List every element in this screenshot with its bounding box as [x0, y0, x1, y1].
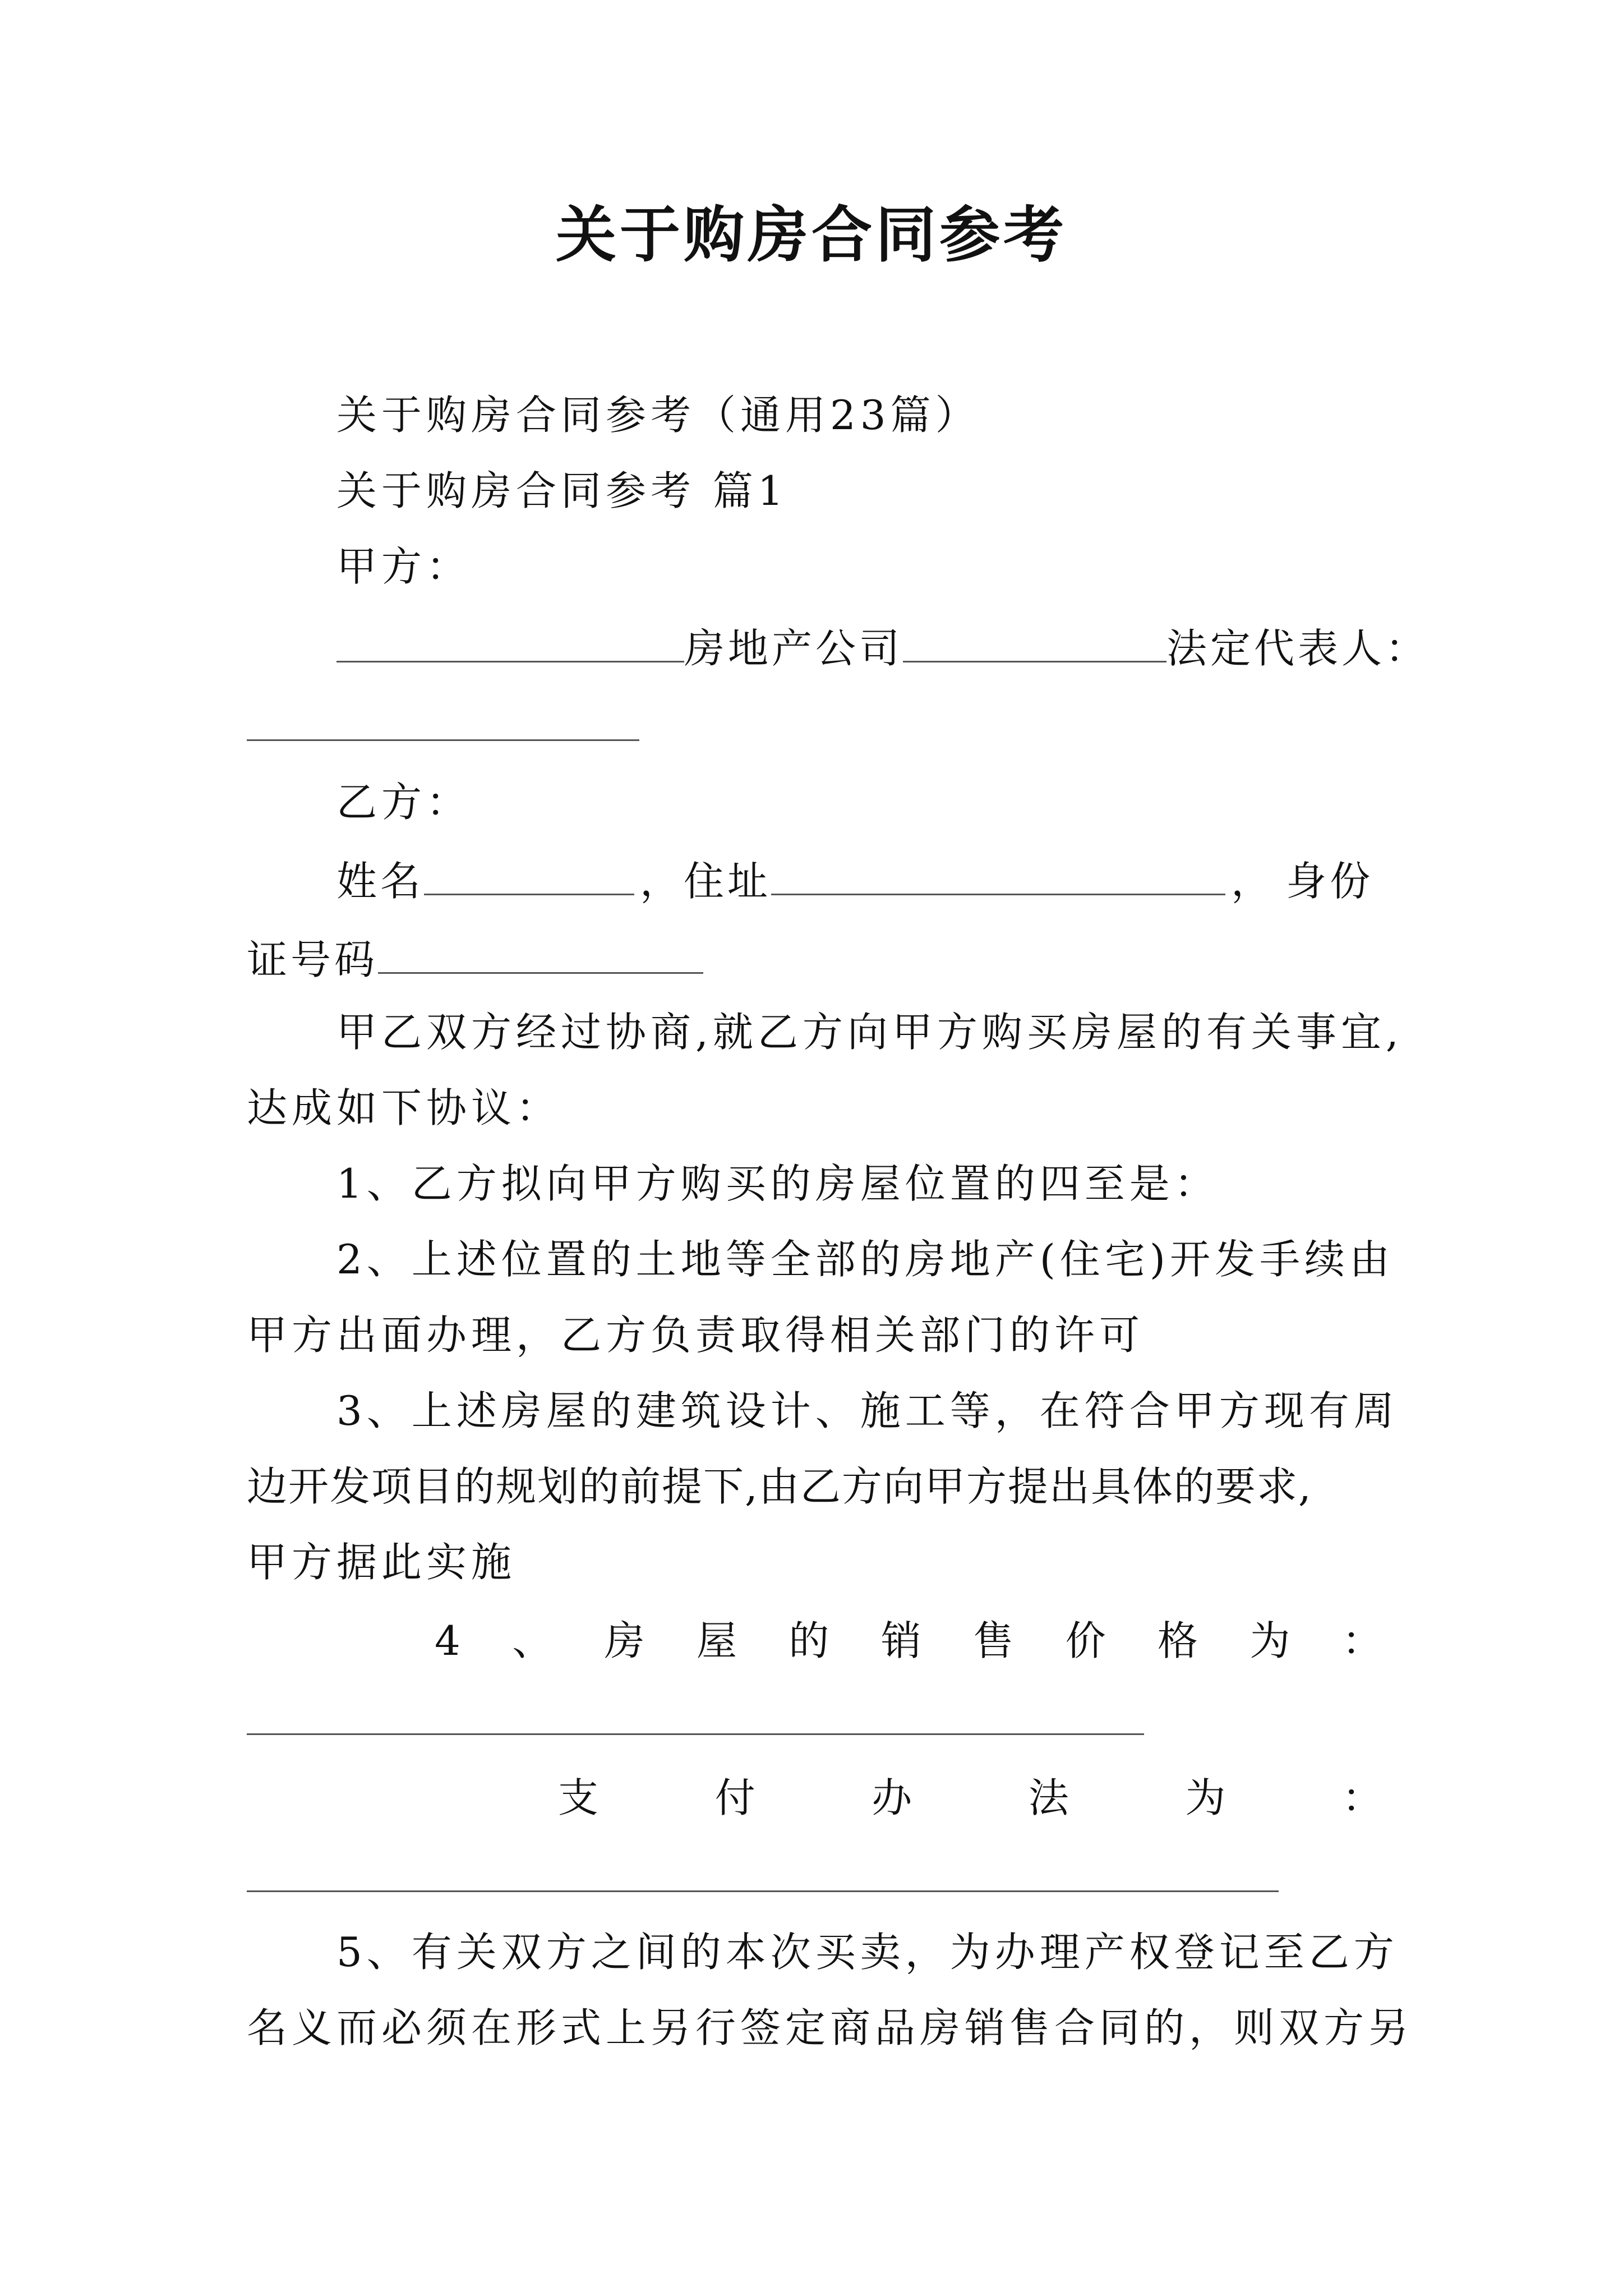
- party-a-label: 甲方：: [336, 543, 472, 590]
- clause-5-line-1: 5、有关双方之间的本次买卖，为办理产权登记至乙方: [336, 1929, 1399, 1976]
- clause-4-char: 为: [1249, 1617, 1290, 1664]
- name-label: 姓名: [336, 858, 425, 905]
- comma-2: ，: [1231, 858, 1275, 905]
- payment-char: 付: [714, 1774, 755, 1821]
- clause-1: 1、乙方拟向甲方购买的房屋位置的四至是：: [336, 1160, 1219, 1207]
- preamble-line-1: 甲乙双方经过协商,就乙方向甲方购买房屋的有关事宜,: [336, 1009, 1403, 1056]
- clause-4-char: 销: [880, 1617, 921, 1664]
- payment-char: 办: [872, 1774, 912, 1821]
- party-b-info-line: [336, 850, 1373, 909]
- address-label: 住址: [684, 858, 772, 905]
- preamble-line-2: 达成如下协议：: [247, 1084, 561, 1131]
- company-name-blank: [336, 617, 684, 662]
- clause-4-char: ：: [1341, 1617, 1382, 1664]
- payment-char: ：: [1341, 1774, 1382, 1821]
- clause-4-char: 、: [512, 1617, 553, 1664]
- clause-4-char: 价: [1065, 1617, 1106, 1664]
- company-suffix: 房地产公司: [684, 625, 903, 672]
- id-label-part1: 身份: [1286, 858, 1374, 905]
- legal-rep-blank: [247, 739, 639, 741]
- payment-char: 法: [1028, 1774, 1069, 1821]
- party-a-company-line: [336, 617, 1429, 677]
- clause-4-char: 4: [435, 1617, 460, 1664]
- clause-2-line-2: 甲方出面办理，乙方负责取得相关部门的许可: [247, 1312, 1145, 1359]
- payment-method-line: [558, 1770, 1382, 1826]
- document-subtitle: 关于购房合同参考（通用23篇）: [336, 392, 980, 439]
- name-blank: [424, 850, 634, 895]
- legal-rep-label: 法定代表人：: [1166, 625, 1430, 672]
- payment-blank: [247, 1890, 1279, 1892]
- clause-5-line-2: 名义而必须在形式上另行签定商品房销售合同的，则双方另: [247, 2004, 1414, 2051]
- clause-4-char: 屋: [697, 1617, 737, 1664]
- document-title: 关于购房合同参考: [555, 200, 1067, 270]
- clause-4-price-line: [435, 1613, 1382, 1669]
- clause-3-line-3: 甲方据此实施: [247, 1539, 517, 1586]
- section-heading: 关于购房合同参考 篇1: [336, 467, 788, 514]
- id-number-blank: [378, 928, 703, 974]
- party-b-label: 乙方：: [336, 779, 472, 826]
- clause-4-char: 格: [1158, 1617, 1198, 1664]
- clause-4-char: 售: [973, 1617, 1014, 1664]
- clause-3-line-2: 边开发项目的规划的前提下,由乙方向甲方提出具体的要求,: [247, 1463, 1312, 1510]
- comma-1: ，: [640, 858, 684, 905]
- clause-2-line-1: 2、上述位置的土地等全部的房地产(住宅)开发手续由: [336, 1236, 1394, 1283]
- payment-char: 支: [558, 1774, 599, 1821]
- clause-3-line-1: 3、上述房屋的建筑设计、施工等，在符合甲方现有周: [336, 1387, 1399, 1434]
- clause-4-char: 的: [789, 1617, 829, 1664]
- payment-char: 为: [1185, 1774, 1226, 1821]
- company-extra-blank: [903, 617, 1166, 662]
- id-number-line: [247, 928, 703, 988]
- address-blank: [771, 850, 1225, 895]
- id-label-part2: 证号码: [247, 936, 379, 983]
- clause-4-char: 房: [604, 1617, 645, 1664]
- price-blank: [247, 1733, 1144, 1735]
